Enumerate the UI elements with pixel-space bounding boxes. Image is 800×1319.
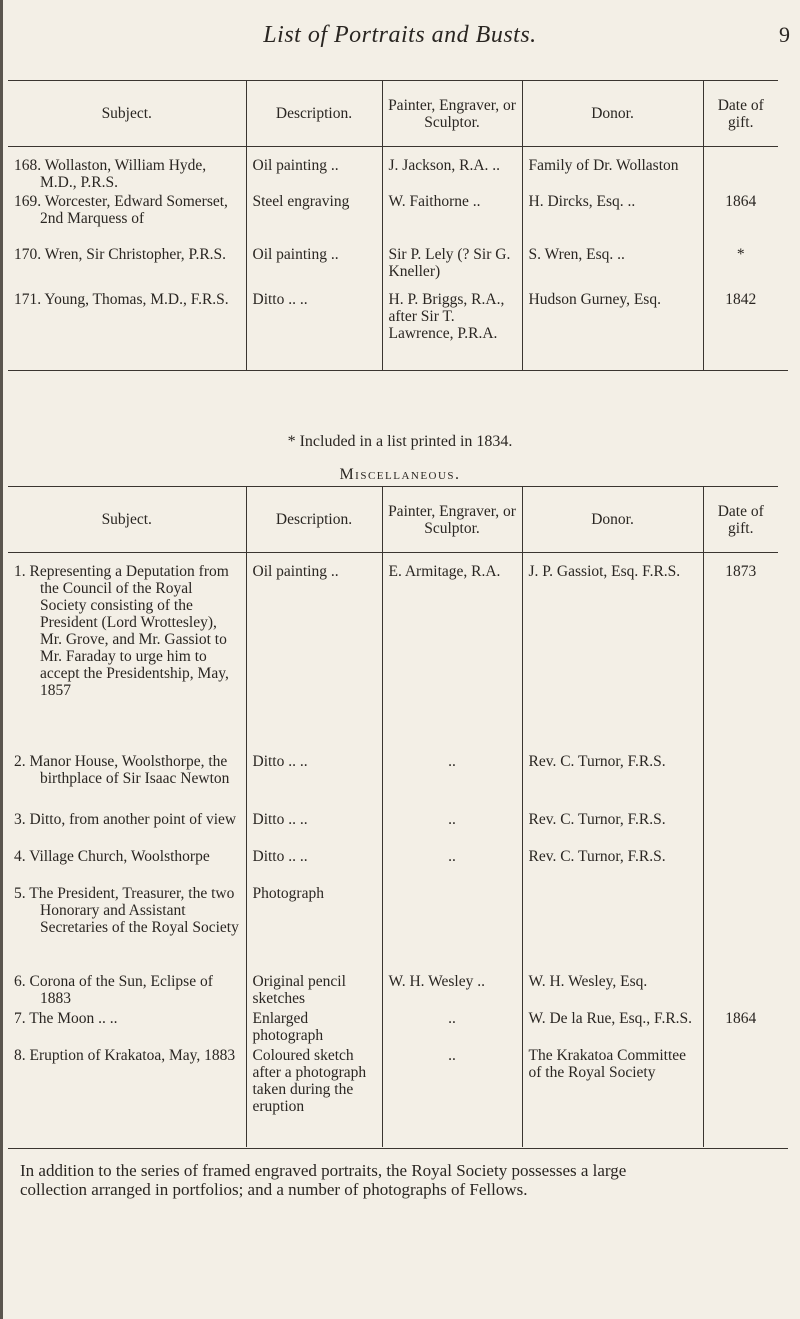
row-date — [703, 753, 778, 811]
row-donor — [522, 885, 703, 973]
table-bottom-rule — [8, 370, 788, 371]
running-title: List of Portraits and Busts. — [263, 22, 537, 48]
table-bottom-rule — [8, 1148, 788, 1149]
row-date — [703, 811, 778, 848]
portraits-table — [8, 80, 778, 371]
row-donor: Rev. C. Turnor, F.R.S. — [522, 848, 703, 885]
row-description: Enlarged photograph — [246, 1010, 382, 1047]
header-artist: Painter, Engraver, or Sculptor. — [382, 81, 522, 147]
header-donor: Donor. — [522, 487, 703, 553]
row-donor: The Krakatoa Committee of the Royal Society — [522, 1047, 703, 1147]
row-description: Oil painting .. — [246, 246, 382, 291]
table-row — [8, 848, 778, 885]
row-artist: W. H. Wesley .. — [382, 973, 522, 1010]
row-artist: .. — [382, 753, 522, 811]
closing-line: In addition to the series of framed engraved portraits, the Royal Society possesses a large — [20, 1161, 627, 1180]
row-subject: 170. Wren, Sir Christopher, P.R.S. — [14, 245, 227, 263]
row-description: Original pencil sketches — [246, 973, 382, 1010]
row-date: 1864 — [703, 193, 778, 246]
row-subject: 1. Representing a Deputation from the Council of the Royal Society consisting of the President (Lord Wrottesley), Mr. Grove, and Mr. Gassiot to Mr. Faraday to urge him to accept the Presidentship, May, 1857 — [14, 563, 229, 699]
row-date: 1842 — [703, 291, 778, 371]
row-date — [703, 973, 778, 1010]
row-donor: Rev. C. Turnor, F.R.S. — [522, 811, 703, 848]
row-description: Steel engraving — [246, 193, 382, 246]
section-title: Miscellaneous. — [339, 466, 461, 483]
row-artist: H. P. Briggs, R.A., after Sir T. Lawrence, P.R.A. — [382, 291, 522, 371]
header-subject: Subject. — [8, 487, 246, 553]
row-artist: .. — [382, 1047, 522, 1147]
row-subject: 4. Village Church, Woolsthorpe — [14, 847, 210, 865]
table-header-row — [8, 487, 778, 553]
page-number: 9 — [779, 22, 790, 47]
row-date — [703, 147, 778, 193]
header-subject: Subject. — [8, 81, 246, 147]
row-artist: E. Armitage, R.A. — [382, 553, 522, 753]
row-donor: W. De la Rue, Esq., F.R.S. — [522, 1010, 703, 1047]
header-donor: Donor. — [522, 81, 703, 147]
table-row — [8, 553, 778, 753]
row-artist: J. Jackson, R.A. .. — [382, 147, 522, 193]
row-date: 1864 — [703, 1010, 778, 1047]
table-row — [8, 1047, 778, 1147]
header-description: Description. — [246, 487, 382, 553]
closing-line: collection arranged in portfolios; and a number of photographs of Fellows. — [20, 1180, 528, 1199]
row-artist — [382, 885, 522, 973]
row-donor: W. H. Wesley, Esq. — [522, 973, 703, 1010]
row-date: * — [703, 246, 778, 291]
row-description: Oil painting .. — [246, 553, 382, 753]
table-row — [8, 885, 778, 973]
table-row — [8, 246, 778, 291]
miscellaneous-table — [8, 486, 778, 1147]
row-subject: 2. Manor House, Woolsthorpe, the birthplace of Sir Isaac Newton — [14, 752, 230, 787]
row-donor: S. Wren, Esq. .. — [522, 246, 703, 291]
row-date: 1873 — [703, 553, 778, 753]
row-subject: 171. Young, Thomas, M.D., F.R.S. — [14, 290, 229, 308]
page-header — [0, 0, 800, 52]
table-header-row — [8, 81, 778, 147]
row-description: Oil painting .. — [246, 147, 382, 193]
row-subject: 3. Ditto, from another point of view — [14, 810, 237, 828]
row-donor: Rev. C. Turnor, F.R.S. — [522, 753, 703, 811]
row-artist: .. — [382, 1010, 522, 1047]
closing-paragraph — [20, 1161, 800, 1199]
row-description: Ditto .. .. — [246, 848, 382, 885]
header-artist: Painter, Engraver, or Sculptor. — [382, 487, 522, 553]
row-subject: 8. Eruption of Krakatoa, May, 1883 — [14, 1046, 236, 1064]
row-description: Ditto .. .. — [246, 753, 382, 811]
table-row — [8, 193, 778, 246]
row-donor: J. P. Gassiot, Esq. F.R.S. — [522, 553, 703, 753]
row-description: Photograph — [246, 885, 382, 973]
table-row — [8, 753, 778, 811]
row-donor: H. Dircks, Esq. .. — [522, 193, 703, 246]
table-row — [8, 291, 778, 371]
header-date: Date of gift. — [703, 487, 778, 553]
row-artist: .. — [382, 811, 522, 848]
footnote: * Included in a list printed in 1834. — [287, 433, 513, 450]
row-subject: 168. Wollaston, William Hyde, M.D., P.R.S. — [14, 157, 207, 191]
page-edge — [0, 0, 3, 1319]
row-artist: .. — [382, 848, 522, 885]
row-subject: 169. Worcester, Edward Somerset, 2nd Marquess of — [14, 192, 228, 227]
row-description: Ditto .. .. — [246, 811, 382, 848]
row-subject: 6. Corona of the Sun, Eclipse of 1883 — [14, 972, 213, 1007]
row-donor: Hudson Gurney, Esq. — [522, 291, 703, 371]
row-date — [703, 885, 778, 973]
table-row — [8, 1010, 778, 1047]
table-row — [8, 811, 778, 848]
table-row — [8, 973, 778, 1010]
header-description: Description. — [246, 81, 382, 147]
row-subject: 7. The Moon .. .. — [14, 1009, 118, 1027]
row-donor: Family of Dr. Wollaston — [522, 147, 703, 193]
row-date — [703, 848, 778, 885]
table-row — [8, 147, 778, 193]
row-artist: W. Faithorne .. — [382, 193, 522, 246]
row-artist: Sir P. Lely (? Sir G. Kneller) — [382, 246, 522, 291]
header-date: Date of gift. — [703, 81, 778, 147]
row-description: Coloured sketch after a photograph taken during the eruption — [246, 1047, 382, 1147]
row-subject: 5. The President, Treasurer, the two Honorary and Assistant Secretaries of the Royal Society — [14, 884, 239, 936]
row-date — [703, 1047, 778, 1147]
row-description: Ditto .. .. — [246, 291, 382, 371]
